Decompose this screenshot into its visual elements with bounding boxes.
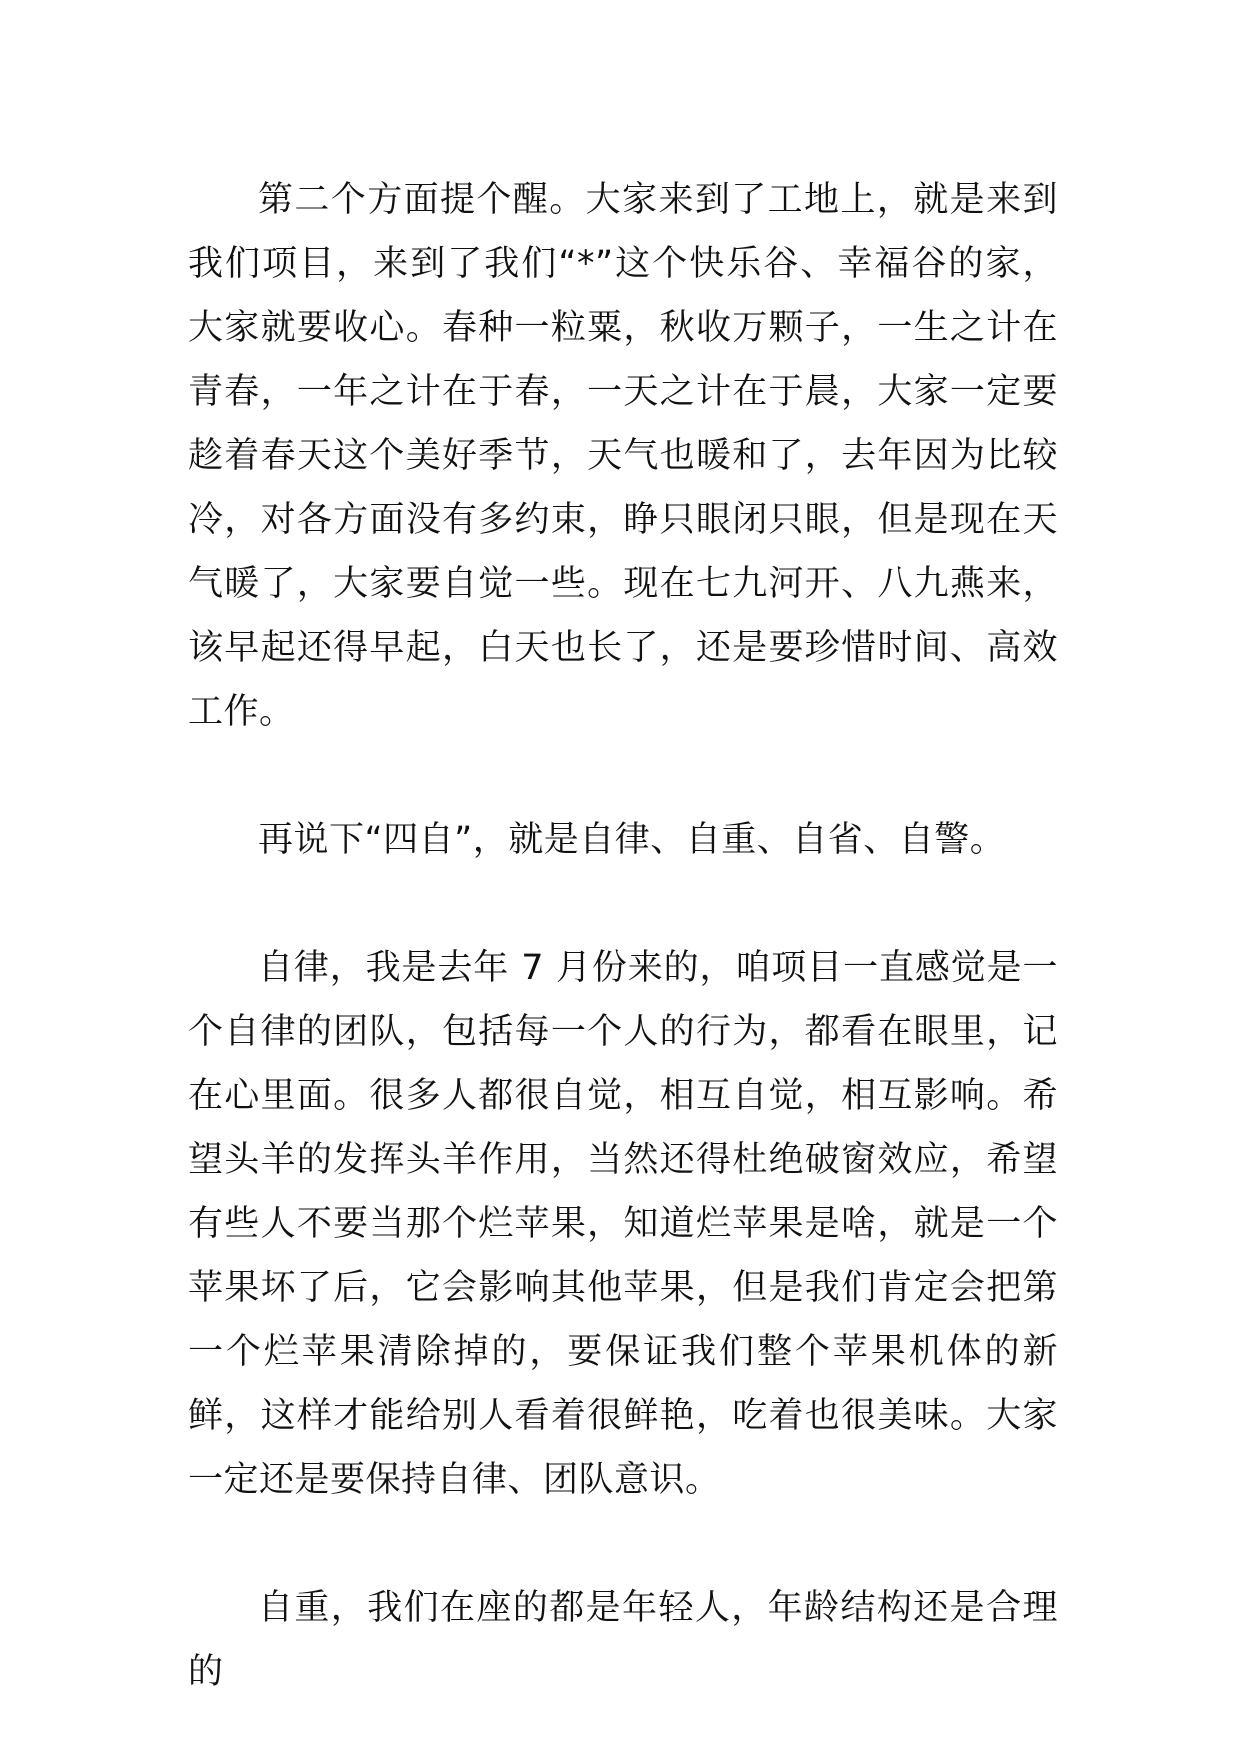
paragraph-four-self: 再说下“四自”，就是自律、自重、自省、自警。 bbox=[258, 820, 1006, 860]
paragraph-self-discipline: 自律，我是去年 7 月份来的，咱项目一直感觉是一个自律的团队，包括每一个人的行为，都看在眼里，记在心里面。很多人都很自觉，相互自觉，相互影响。希望头羊的发挥头羊作用，当然还得杜绝破窗效应，希望有些人不要当那个烂苹果，知道烂苹果是啥，就是一个苹果坏了后，它会影响其他苹果，但是我们肯定会把第一个烂苹果清除掉的，要保证我们整个苹果机体的新鲜，这样才能给别人看着很鲜艳，吃着也很美味。大家一定还是要保持自律、团队意识。 bbox=[188, 948, 1058, 1500]
paragraph-reminder: 第二个方面提个醒。大家来到了工地上，就是来到我们项目，来到了我们“*”这个快乐谷、幸福谷的家，大家就要收心。春种一粒粟，秋收万颗子，一生之计在青春，一年之计在于春，一天之计在于晨，大家一定要趁着春天这个美好季节，天气也暖和了，去年因为比较冷，对各方面没有多约束，睁只眼闭只眼，但是现在天气暖了，大家要自觉一些。现在七九河开、八九燕来，该早起还得早起，白天也长了，还是要珍惜时间、高效工作。 bbox=[188, 180, 1058, 732]
paragraph-self-respect: 自重，我们在座的都是年轻人，年龄结构还是合理的 bbox=[188, 1588, 1058, 1692]
document-body bbox=[188, 168, 1058, 1704]
